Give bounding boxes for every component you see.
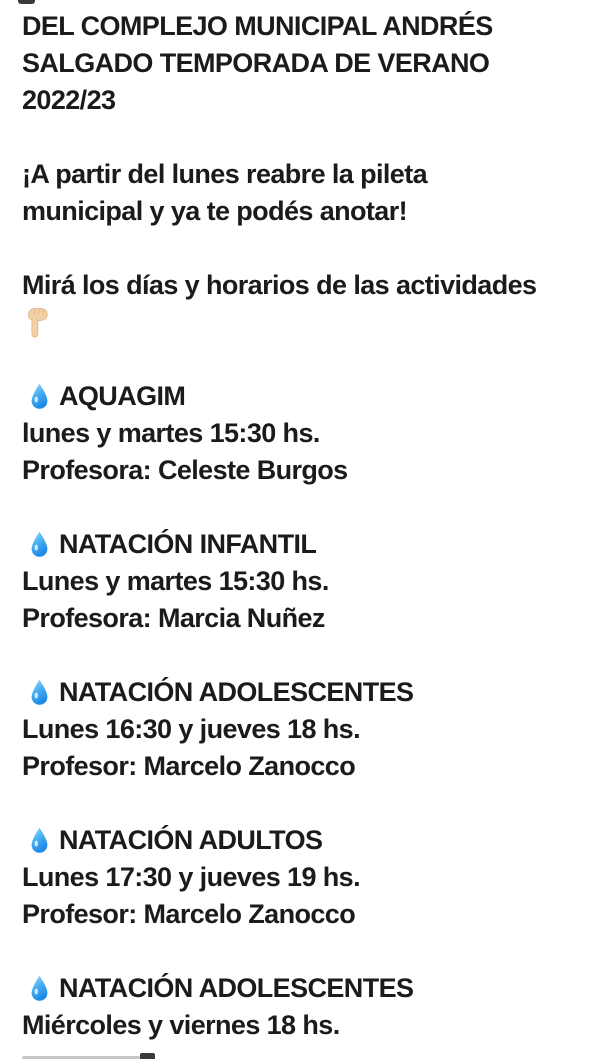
activity-section-5 xyxy=(22,970,582,1044)
activity-schedule: Miércoles y viernes 18 hs. xyxy=(22,1010,340,1040)
activity-schedule: Lunes y martes 15:30 hs. xyxy=(22,566,329,596)
water-droplet-icon xyxy=(29,975,50,1003)
post-title-line: SALGADO TEMPORADA DE VERANO xyxy=(22,48,490,78)
activity-title: NATACIÓN ADOLESCENTES xyxy=(59,677,414,707)
activity-section-3 xyxy=(22,674,582,785)
activity-title: NATACIÓN INFANTIL xyxy=(59,529,317,559)
cta-emoji-line xyxy=(22,304,582,341)
water-droplet-icon xyxy=(29,679,50,707)
activity-title-row xyxy=(22,970,582,1007)
activity-title: NATACIÓN ADOLESCENTES xyxy=(59,973,414,1003)
cta-text: Mirá los días y horarios de las actividades xyxy=(22,270,537,300)
cta-block xyxy=(22,267,582,341)
post-title-line: 2022/23 xyxy=(22,85,116,115)
activity-section-4 xyxy=(22,822,582,933)
intro-text xyxy=(22,156,582,230)
activity-title-row xyxy=(22,674,582,711)
activity-instructor: Profesor: Marcelo Zanocco xyxy=(22,751,356,781)
activity-schedule: Lunes 16:30 y jueves 18 hs. xyxy=(22,714,360,744)
activity-instructor: Profesora: Marcia Nuñez xyxy=(22,603,325,633)
cropped-text-artifact-top xyxy=(18,0,35,4)
post-title-line: DEL COMPLEJO MUNICIPAL ANDRÉS xyxy=(22,11,493,41)
water-droplet-icon xyxy=(29,531,50,559)
water-droplet-icon xyxy=(29,383,50,411)
intro-text-line: ¡A partir del lunes reabre la pileta xyxy=(22,159,428,189)
water-droplet-icon xyxy=(29,827,50,855)
activity-schedule: lunes y martes 15:30 hs. xyxy=(22,418,320,448)
pointing-down-icon xyxy=(24,306,50,340)
intro-text-line: municipal y ya te podés anotar! xyxy=(22,196,408,226)
activity-title-row xyxy=(22,822,582,859)
cropped-text-artifact-bottom xyxy=(140,1053,155,1059)
activity-title-row xyxy=(22,378,582,415)
activity-title-row xyxy=(22,526,582,563)
activity-title: NATACIÓN ADULTOS xyxy=(59,825,323,855)
activity-instructor: Profesor: Marcelo Zanocco xyxy=(22,899,356,929)
activity-title: AQUAGIM xyxy=(59,381,186,411)
activity-instructor: Profesora: Celeste Burgos xyxy=(22,455,348,485)
activity-section-1 xyxy=(22,378,582,489)
activity-schedule: Lunes 17:30 y jueves 19 hs. xyxy=(22,862,360,892)
activity-section-2 xyxy=(22,526,582,637)
post-title xyxy=(22,8,582,119)
